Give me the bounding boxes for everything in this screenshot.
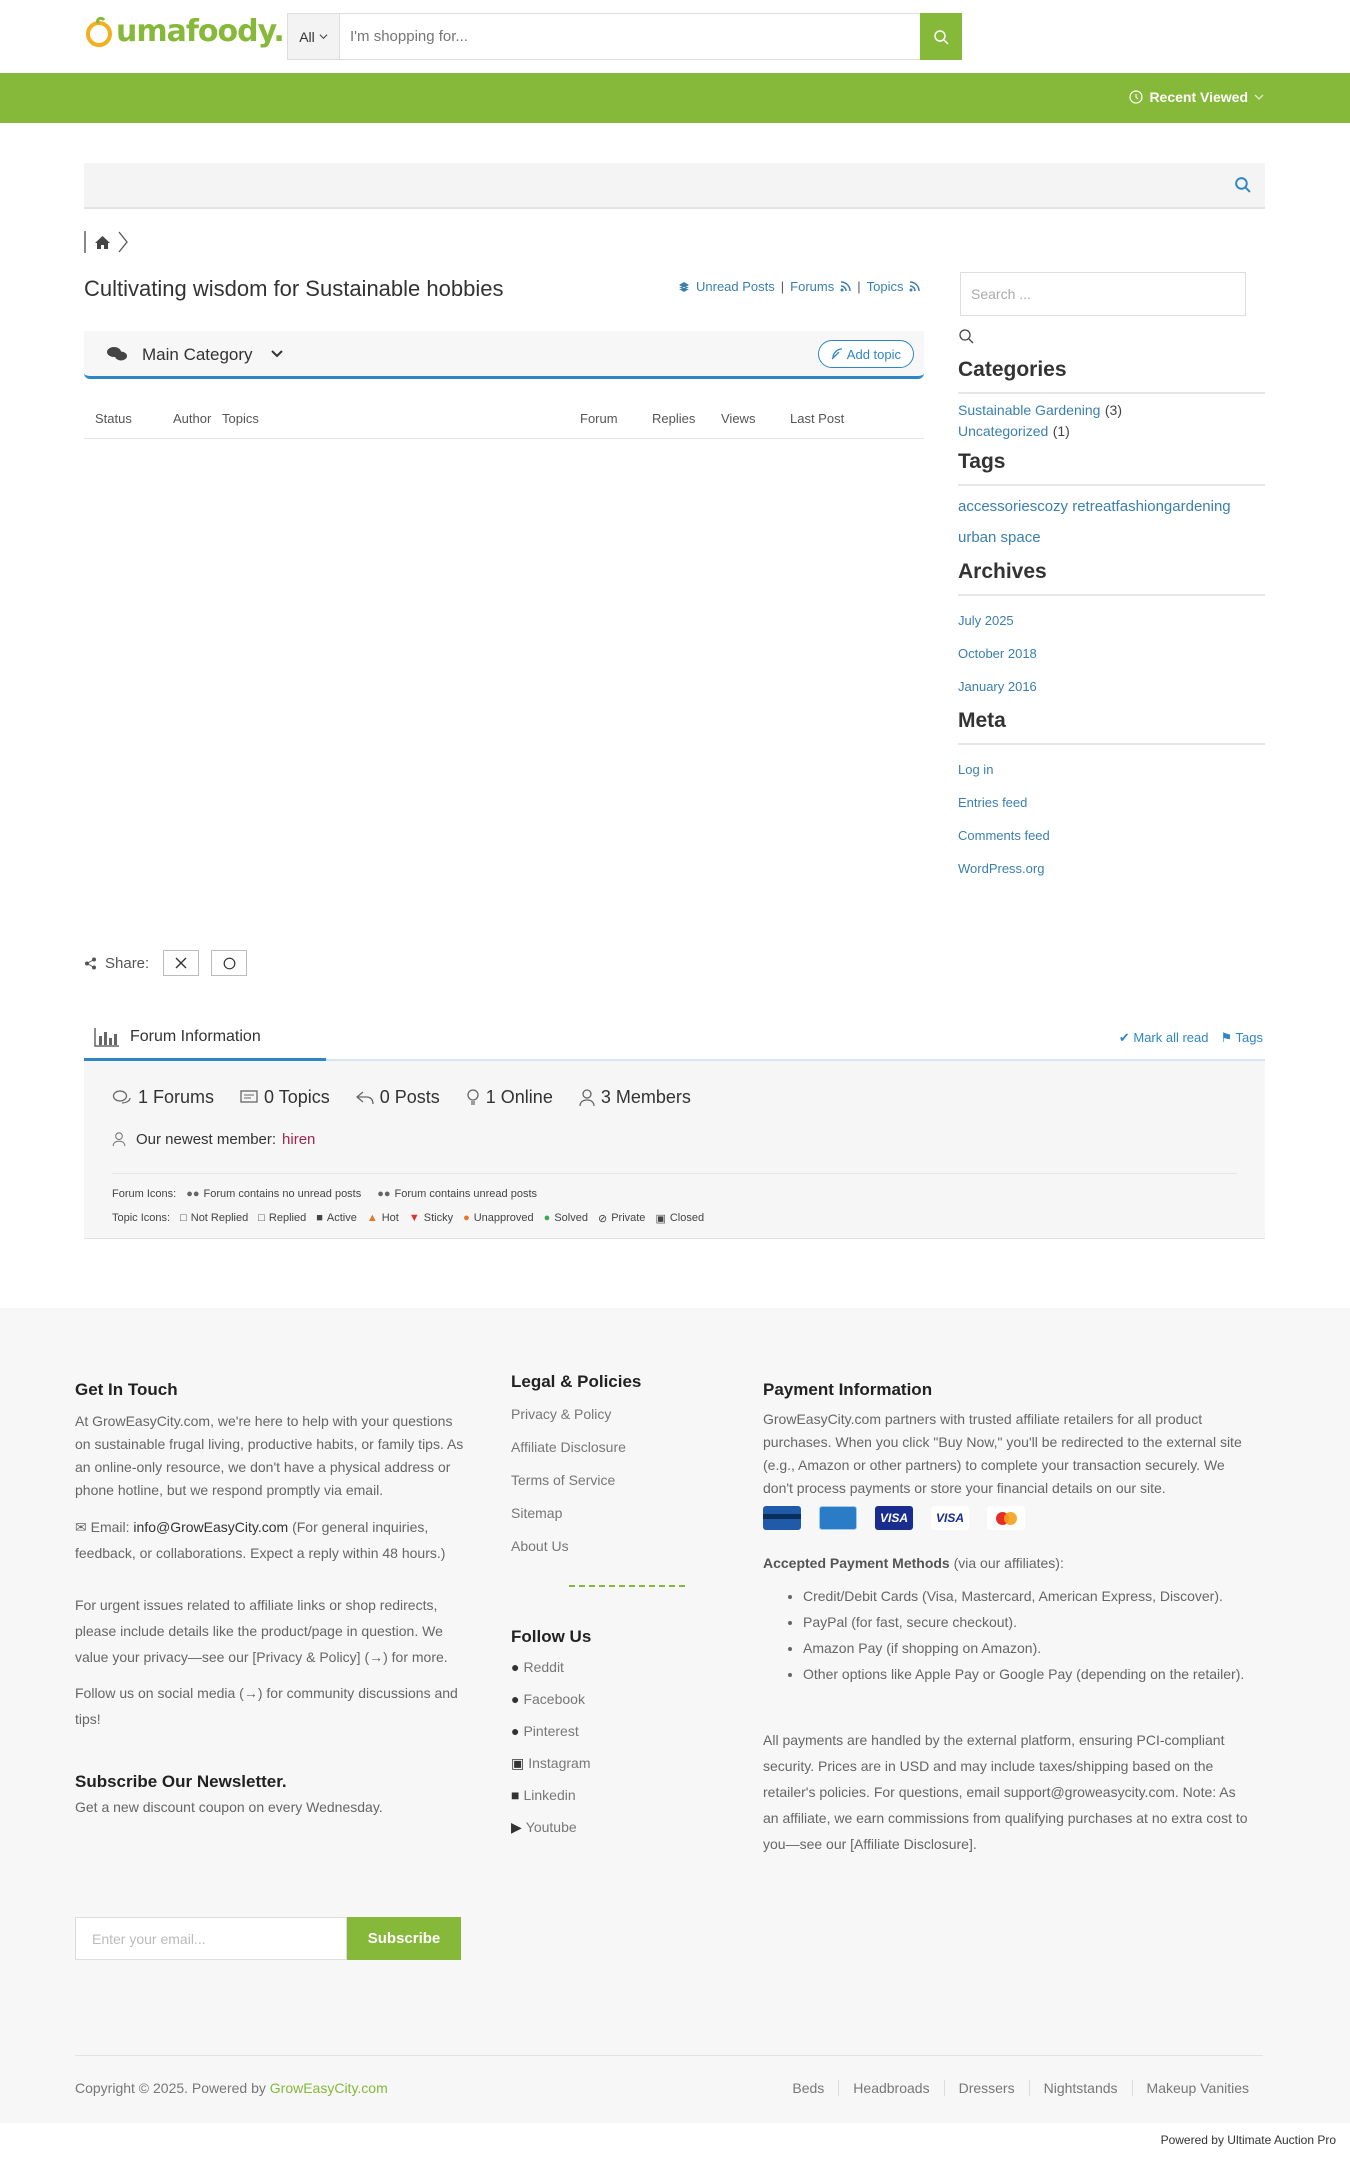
clock-icon <box>1129 90 1143 104</box>
search-input[interactable] <box>340 14 920 59</box>
email-label: Email: <box>90 1519 130 1535</box>
bar-chart-icon <box>94 1027 120 1047</box>
mastercard-icon <box>987 1506 1025 1530</box>
topic-icon <box>240 1090 258 1106</box>
user-icon <box>112 1132 126 1147</box>
tags-label: Tags <box>1235 1030 1263 1045</box>
social-label: Pinterest <box>523 1723 579 1739</box>
payment-method-item: • Amazon Pay (if shopping on Amazon). <box>803 1635 1253 1661</box>
topics-table-header <box>84 405 924 439</box>
stat-forums <box>112 1087 214 1108</box>
share-bar <box>84 950 247 976</box>
forum-top-links <box>678 279 920 294</box>
reply-icon <box>356 1090 374 1106</box>
add-topic-button[interactable] <box>818 340 914 368</box>
comments-icon: ●● <box>186 1188 200 1200</box>
amex-card-icon <box>819 1506 857 1530</box>
footer-nav-makeup-vanities[interactable]: Makeup Vanities <box>1132 2080 1263 2096</box>
footer-link-terms[interactable]: Terms of Service <box>511 1472 616 1488</box>
main-category-label[interactable]: Main Category <box>142 345 253 364</box>
stat-posts <box>356 1087 440 1108</box>
newsletter-email-input[interactable] <box>75 1917 347 1960</box>
link-separator: | <box>857 279 861 294</box>
rss-icon[interactable] <box>840 281 851 292</box>
category-count: (1) <box>1052 423 1070 439</box>
logo-icon <box>84 17 114 47</box>
comments-icon <box>112 1089 132 1107</box>
footer-payment <box>763 1380 1253 1857</box>
subscribe-button[interactable]: Subscribe <box>347 1917 461 1960</box>
newest-member-link[interactable]: hiren <box>282 1131 316 1148</box>
reddit-icon: ● <box>511 1659 520 1675</box>
search-icon[interactable] <box>1234 176 1251 193</box>
stat-topics-value: 0 Topics <box>264 1087 330 1107</box>
file-icon: ■ <box>316 1212 323 1224</box>
search-category-value: All <box>299 28 315 45</box>
newest-member <box>112 1131 315 1148</box>
social-facebook[interactable] <box>511 1683 711 1715</box>
footer-legal <box>511 1372 711 1843</box>
comments-icon: ●● <box>377 1188 391 1200</box>
copyright-text: Copyright © 2025. Powered by <box>75 2080 266 2096</box>
tags-heading: Tags <box>958 450 1265 486</box>
col-replies: Replies <box>652 411 696 426</box>
share-whatsapp-button[interactable] <box>211 950 247 976</box>
stat-members-value: 3 Members <box>600 1087 691 1107</box>
topic-icons-label: Topic Icons: <box>112 1212 171 1224</box>
sidebar-search-placeholder: Search ... <box>971 286 1031 302</box>
stat-topics <box>240 1087 330 1108</box>
feather-icon <box>831 348 843 360</box>
visa-card-icon: VISA <box>875 1506 913 1530</box>
legend-text: Replied <box>268 1212 307 1224</box>
legend-text: Private <box>611 1212 646 1224</box>
legend-item <box>463 1212 534 1224</box>
payment-method-item: • Credit/Debit Cards (Visa, Mastercard, American Express, Discover). <box>803 1583 1253 1609</box>
legend-item <box>544 1212 588 1224</box>
accepted-methods-line <box>763 1552 1253 1575</box>
breadcrumb <box>84 230 129 254</box>
archive-link[interactable]: October 2018 <box>958 646 1037 661</box>
mark-all-read-link[interactable]: ✔︎ Mark all read <box>1118 1030 1209 1045</box>
forum-info-header <box>84 1015 1265 1061</box>
pin-icon: ▼ <box>408 1212 420 1224</box>
forum-icons-label: Forum Icons: <box>112 1188 177 1200</box>
meta-link[interactable]: Log in <box>958 762 994 777</box>
forum-search-bar[interactable] <box>84 163 1265 209</box>
tags-link[interactable]: ⚑ Tags <box>1220 1030 1263 1045</box>
category-link[interactable]: Sustainable Gardening <box>958 402 1101 418</box>
unapproved-icon: ● <box>463 1212 470 1224</box>
visa-card-icon: VISA <box>931 1506 969 1530</box>
footer-get-in-touch <box>75 1380 467 1819</box>
urgent-issues-text: For urgent issues related to affiliate links or shop redirects, please include details like the product/page in question. We value your privacy—see our [Privacy & Policy] (→) for more. <box>75 1597 448 1665</box>
chevron-right-icon <box>117 230 129 254</box>
forum-info-actions <box>1119 1030 1263 1046</box>
linkedin-icon: ■ <box>511 1787 520 1803</box>
footer-bottom <box>75 2055 1263 2115</box>
pinterest-icon: ● <box>511 1723 520 1739</box>
payment-method-item: • Other options like Apple Pay or Google Pay (depending on the retailer). <box>803 1661 1253 1687</box>
search-category-select[interactable] <box>288 14 340 59</box>
email-link[interactable]: info@GrowEasyCity.com <box>133 1519 289 1535</box>
forum-stats <box>112 1087 691 1108</box>
archive-link[interactable]: January 2016 <box>958 679 1037 694</box>
footer-nav-dressers[interactable]: Dressers <box>944 2080 1029 2096</box>
copyright-link[interactable]: GrowEasyCity.com <box>269 2080 388 2096</box>
copyright <box>75 2080 388 2096</box>
stat-members <box>579 1087 691 1108</box>
social-label: Reddit <box>523 1659 564 1675</box>
footer-bottom-nav <box>778 2080 1263 2096</box>
fire-icon: ▲ <box>366 1212 378 1224</box>
social-pinterest[interactable] <box>511 1715 711 1747</box>
col-forum: Forum <box>580 411 618 426</box>
legend-item <box>598 1212 645 1225</box>
nav-bar <box>0 73 1350 123</box>
credit-card-icon <box>763 1506 801 1530</box>
col-status: Status <box>95 411 132 426</box>
facebook-icon: ● <box>511 1691 520 1707</box>
legend-item <box>377 1188 537 1200</box>
legend-item <box>409 1212 453 1224</box>
recent-viewed-button[interactable] <box>1129 89 1264 105</box>
rss-icon[interactable] <box>909 281 920 292</box>
share-x-button[interactable] <box>163 950 199 976</box>
col-author: Author <box>173 411 212 426</box>
eye-slash-icon: ⊘ <box>597 1212 608 1225</box>
layers-icon <box>678 281 690 293</box>
legend-text: Hot <box>381 1212 399 1224</box>
site-logo[interactable] <box>84 14 284 49</box>
footer-nav-beds[interactable]: Beds <box>792 2080 825 2096</box>
chevron-down-icon <box>319 32 328 41</box>
legend-item <box>367 1212 399 1224</box>
check-circle-icon: ● <box>543 1212 551 1224</box>
stat-online-value: 1 Online <box>485 1087 553 1107</box>
footer-link-affiliate[interactable]: Affiliate Disclosure <box>511 1439 626 1455</box>
payment-security-text: All payments are handled by the external platform, ensuring PCI-compliant security. Prices are in USD and may include taxes/shipping based on the retailer's policies. For questions, email support@groweasycity.com. Note: As an affiliate, we earn commissions from qualifying purchases at no extra cost to you—see our [Affiliate Disclosure]. <box>763 1732 1248 1852</box>
meta-link[interactable]: Entries feed <box>958 795 1028 810</box>
recent-viewed-label: Recent Viewed <box>1149 89 1248 105</box>
footer-link-privacy[interactable]: Privacy & Policy <box>511 1406 612 1422</box>
link-separator: | <box>780 279 785 294</box>
legend-item <box>655 1212 704 1225</box>
accepted-methods-suffix: (via our affiliates): <box>953 1555 1064 1571</box>
category-item <box>958 400 1265 421</box>
legend-text: Forum contains unread posts <box>394 1188 538 1200</box>
forum-info-panel <box>84 1061 1265 1239</box>
breadcrumb-divider <box>84 231 86 253</box>
unread-posts-link[interactable]: Unread Posts <box>696 279 775 294</box>
social-youtube[interactable] <box>511 1811 711 1843</box>
decorative-divider <box>569 1585 685 1587</box>
tab-forum-information[interactable] <box>84 1015 326 1061</box>
payment-method-item: • PayPal (for fast, secure checkout). <box>803 1609 1253 1635</box>
home-icon[interactable] <box>94 235 111 250</box>
search-icon[interactable] <box>958 328 974 344</box>
envelope-icon: ✉ <box>75 1519 87 1535</box>
payment-heading: Payment Information <box>763 1380 933 1399</box>
tag-cloud-line[interactable]: urban space <box>958 529 1041 546</box>
archives-heading: Archives <box>958 560 1265 596</box>
tab-label: Forum Information <box>130 1027 261 1045</box>
whatsapp-icon <box>223 957 236 970</box>
category-link[interactable]: Uncategorized <box>958 423 1049 439</box>
archive-link[interactable]: July 2025 <box>958 613 1014 628</box>
legend-item <box>180 1212 248 1224</box>
instagram-icon: ▣ <box>511 1755 525 1771</box>
newsletter-heading: Subscribe Our Newsletter. <box>75 1772 287 1791</box>
mark-all-read-label: Mark all read <box>1133 1030 1209 1045</box>
legend-item <box>186 1188 361 1200</box>
col-last-post: Last Post <box>790 411 845 426</box>
footer-link-about[interactable]: About Us <box>511 1538 569 1554</box>
payment-methods-list <box>803 1583 1253 1687</box>
powered-by: Powered by Ultimate Auction Pro <box>1160 2133 1336 2147</box>
meta-link[interactable]: Comments feed <box>958 828 1050 843</box>
email-contact <box>75 1514 467 1566</box>
social-linkedin[interactable] <box>511 1779 711 1811</box>
social-label: Youtube <box>525 1819 577 1835</box>
add-topic-label: Add topic <box>846 346 901 362</box>
follow-heading: Follow Us <box>511 1627 592 1646</box>
legend-text: Forum contains no unread posts <box>203 1188 362 1200</box>
social-instagram[interactable] <box>511 1747 711 1779</box>
sidebar-search-input[interactable] <box>960 272 1246 316</box>
legend-text: Active <box>326 1212 357 1224</box>
topics-link[interactable]: Topics <box>866 279 904 294</box>
tag-cloud-line[interactable]: accessoriescozy retreatfashiongardening <box>958 498 1231 515</box>
main-category-bar <box>84 331 924 379</box>
site-header <box>0 0 1350 73</box>
newsletter-placeholder: Enter your email... <box>92 1930 206 1947</box>
social-label: Facebook <box>523 1691 585 1707</box>
user-icon <box>579 1089 595 1107</box>
meta-heading: Meta <box>958 709 1265 745</box>
category-count: (3) <box>1104 402 1123 418</box>
get-in-touch-text: At GrowEasyCity.com, we're here to help with your questions on sustainable frugal living, productive habits, or family tips. As an online-only resource, we don't have a physical address or phone hotline, but we respond promptly via email. <box>75 1413 464 1498</box>
stat-forums-value: 1 Forums <box>138 1087 215 1107</box>
get-in-touch-heading: Get In Touch <box>75 1380 178 1399</box>
social-reddit[interactable] <box>511 1651 711 1683</box>
payment-text: GrowEasyCity.com partners with trusted affiliate retailers for all product purchases. When you click "Buy Now," you'll be redirected to the external site (e.g., Amazon or other partners) to complete your transaction securely. We don't process payments or store your financial details on our site. <box>763 1411 1242 1496</box>
categories-heading: Categories <box>958 358 1265 394</box>
stat-online <box>466 1087 553 1108</box>
page-title: Cultivating wisdom for Sustainable hobbies <box>84 276 504 301</box>
legend-text: Not Replied <box>190 1212 249 1224</box>
search-icon <box>933 29 949 45</box>
forum-icons-row <box>112 1182 1237 1206</box>
category-item <box>958 421 1265 442</box>
legend-text: Sticky <box>423 1212 454 1224</box>
legend-item <box>258 1212 306 1224</box>
share-icon <box>84 957 97 970</box>
newsletter-subtext: Get a new discount coupon on every Wednesday. <box>75 1799 383 1815</box>
footer-link-sitemap[interactable]: Sitemap <box>511 1505 563 1521</box>
email-note: (For general inquiries, feedback, or collaborations. Expect a reply within 48 hours.) <box>75 1519 446 1561</box>
legal-heading: Legal & Policies <box>511 1372 642 1391</box>
x-icon <box>175 957 187 969</box>
file-icon: □ <box>180 1212 187 1224</box>
newest-member-label: Our newest member: <box>136 1131 277 1148</box>
legend-text: Unapproved <box>473 1212 534 1224</box>
col-topics: Topics <box>222 411 259 426</box>
bulb-icon <box>466 1089 480 1107</box>
chevron-down-icon <box>1254 92 1264 102</box>
lock-icon: ▣ <box>655 1212 666 1225</box>
chevron-down-icon[interactable] <box>270 347 284 361</box>
icon-legend <box>112 1173 1237 1230</box>
footer-nav-headboards[interactable]: Headbroads <box>838 2080 943 2096</box>
legend-text: Closed <box>669 1212 705 1224</box>
social-label: Instagram <box>528 1755 591 1771</box>
file-icon: □ <box>258 1212 265 1224</box>
share-label: Share: <box>105 954 150 972</box>
forums-link[interactable]: Forums <box>790 279 835 294</box>
col-views: Views <box>721 411 756 426</box>
search-button[interactable] <box>920 13 962 60</box>
social-label: Linkedin <box>523 1787 576 1803</box>
legend-item <box>316 1212 357 1224</box>
product-search <box>287 13 962 60</box>
topic-icons-row <box>112 1206 1237 1230</box>
accepted-methods-heading: Accepted Payment Methods <box>763 1555 950 1571</box>
youtube-icon: ▶ <box>511 1819 522 1835</box>
sidebar <box>958 272 1265 885</box>
follow-social-text: Follow us on social media (→) for community discussions and tips! <box>75 1685 458 1727</box>
payment-card-icons <box>763 1506 1253 1530</box>
meta-link[interactable]: WordPress.org <box>958 861 1045 876</box>
logo-text: umafoody. <box>116 14 284 49</box>
stat-posts-value: 0 Posts <box>379 1087 440 1107</box>
comments-icon <box>106 345 128 363</box>
legend-text: Solved <box>554 1212 588 1224</box>
footer-nav-nightstands[interactable]: Nightstands <box>1029 2080 1132 2096</box>
